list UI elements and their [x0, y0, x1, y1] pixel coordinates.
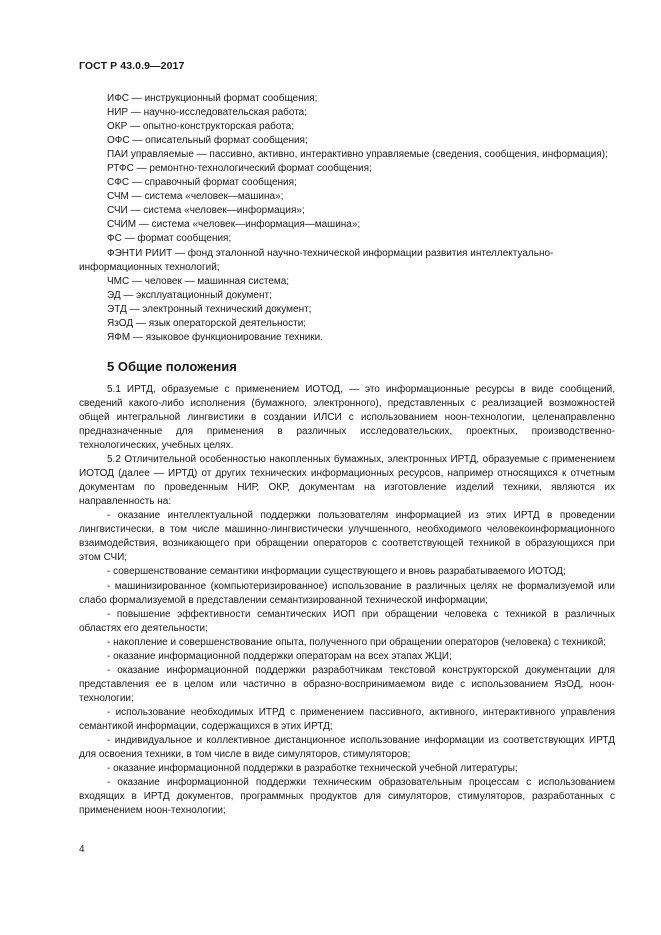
abbreviation-item: ПАИ управляемые — пассивно, активно, интерактивно управляемые (сведения, сообщения, информация);	[107, 149, 608, 161]
abbreviation-item: НИР — научно-исследовательская работа;	[107, 107, 308, 119]
abbreviation-item: ФС — формат сообщения;	[107, 233, 232, 245]
abbreviation-item: СФС — справочный формат сообщения;	[107, 177, 297, 189]
abbreviation-item: РТФС — ремонтно-технологический формат сообщения;	[107, 163, 372, 175]
list-item: - совершенствование семантики информации существующего и вновь разрабатываемого ИОТОД;	[107, 566, 566, 578]
abbreviation-item: ЧМС — человек — машинная система;	[107, 275, 290, 287]
list-item: - оказание информационной поддержки операторам на всех этапах ЖЦИ;	[107, 650, 452, 662]
abbreviation-item: ЯзОД — язык операторской деятельности;	[107, 317, 307, 329]
list-item: - машинизированное (компьютеризированное) использование в различных целях не формализуемой или слабо формализуемой в представлении семантизированной технической информации;	[79, 580, 615, 606]
list-item: - оказание информационной поддержки в разработке технической учебной литературы;	[107, 763, 518, 775]
list-item: - оказание информационной поддержки разработчикам текстовой конструкторской документации для представления ее в целом или частично в образно-воспринимаемом виде с использованием ЯзОД, ноон-технологии;	[79, 664, 615, 704]
section-heading: 5 Общие положения	[107, 358, 237, 374]
abbreviation-item: ОФС — описательный формат сообщения;	[107, 135, 308, 147]
abbreviation-item: СЧИ — система «человек—информация»;	[107, 205, 305, 217]
abbreviation-item: ЭД — эксплуатационный документ;	[107, 289, 272, 301]
abbreviations-list	[79, 92, 615, 345]
page-number: 4	[79, 844, 85, 855]
list-item: - оказание информационной поддержки техническим образовательным процессам с использованием входящих в ИРТД документов, программных продуктов для симуляторов, стимуляторов, разработанных с применением ноон-технологии;	[79, 777, 615, 817]
abbreviation-item: СЧМ — система «человек—машина»;	[107, 191, 284, 203]
abbreviation-item: ИФС — инструкционный формат сообщения;	[107, 93, 318, 104]
paragraph-5-2: 5.2 Отличительной особенностью накопленных бумажных, электронных ИРТД, образуемые с применением ИОТОД (далее — ИРТД) от других технических информационных ресурсов, например относящихся к отчетным документам по проведенным НИР, ОКР, документам на изготовление изделий техники, являются их направленность на:	[79, 454, 615, 508]
abbreviation-item: ЭТД — электронный технический документ;	[107, 303, 312, 315]
abbreviation-item: ОКР — опытно-конструкторская работа;	[107, 121, 295, 133]
list-item: - накопление и совершенствование опыта, полученного при обращении операторов (человека) с техникой;	[107, 636, 607, 648]
abbreviation-item: ФЭНТИ РИИТ — фонд эталонной научно-технической информации развития интеллектуально-информационных технологий;	[79, 247, 554, 273]
bullet-list	[79, 509, 615, 818]
list-item: - использование необходимых ИТРД с применением пассивного, активного, интерактивного управления семантикой информации, содержащихся в этих ИРТД;	[79, 706, 615, 732]
list-item: - оказание интеллектуальной поддержки пользователям информацией из этих ИРТД в проведении лингвистически, в том числе машинно-лингвистически улучшенного, необходимого человекоинформационного взаимодействия, возникающего при обращении операторов с соответствующей техникой в образующихся при этом СЧИ;	[79, 510, 615, 564]
page-content	[79, 92, 615, 818]
standard-code-header: ГОСТ Р 43.0.9—2017	[79, 60, 185, 72]
abbreviation-item: ЯФМ — языковое функционирование техники.	[107, 331, 324, 343]
paragraph-5-1: 5.1 ИРТД, образуемые с применением ИОТОД, — это информационные ресурсы в виде сообщений, сведений какого-либо исполнения (бумажного, электронного), представленных с реализацией возможностей общей интегральной лингвистики в создании ИЛСИ с использованием ноон-технологии, целенаправленно предназначенные для применения в различных исследовательских, проектных, производственно-технологических, учебных целях.	[79, 383, 615, 452]
list-item: - индивидуальное и коллективное дистанционное использование информации из соответствующих ИРТД для освоения техники, в том числе в виде симуляторов, стимуляторов;	[79, 735, 615, 761]
abbreviation-item: СЧИМ — система «человек—информация—машина»;	[107, 219, 361, 231]
list-item: - повышение эффективности семантических ИОП при обращении человека с техникой в различных областях его деятельности;	[79, 608, 615, 634]
